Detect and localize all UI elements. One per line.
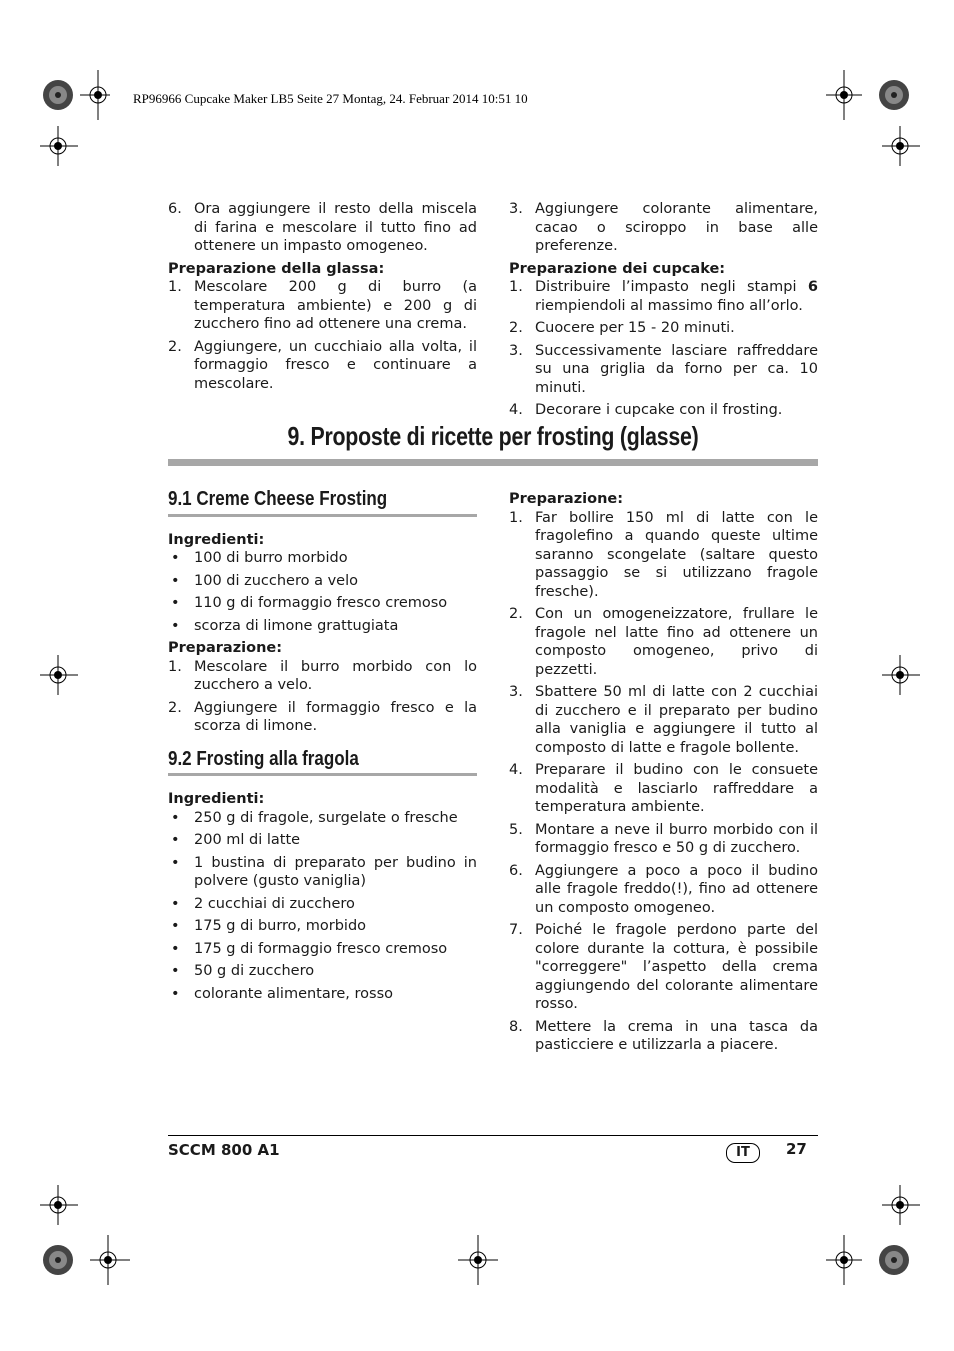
list-item: • 1 bustina di preparato per budino in polvere (gusto vaniglia): [171, 854, 477, 889]
list-item: 2. Aggiungere, un cucchiaio alla volta, il formaggio fresco e continuare a mescolare.: [168, 338, 477, 392]
list-item: • 175 g di burro, morbido: [171, 918, 367, 934]
registration-mark-icon: [34, 1185, 84, 1225]
chapter-title: 9. Proposte di ricette per frosting (glasse): [287, 421, 699, 451]
list-item: 1. Mescolare 200 g di burro (a temperatura ambiente) e 200 g di zucchero fino ad ottenere una crema.: [168, 279, 477, 332]
section-title-9-2: 9.2 Frosting alla fragola: [168, 747, 359, 770]
list-item: 6. Ora aggiungere il resto della miscela di farina e mescolare il tutto fino ad ottenere un impasto omogeneo.: [168, 201, 477, 254]
list-item: 1. Far bollire 150 ml di latte con le fragolefino a quando queste ultime saranno scongelate (saltare questo passaggio se si utilizzano fragole fresche).: [509, 509, 818, 600]
list-item: • 100 di zucchero a velo: [171, 572, 359, 589]
list-item: 7. Poiché le fragole perdono parte del colore durante la cottura, è possibile "correggere" l’aspetto della crema aggiungendo del colorante alimentare rosso.: [509, 922, 818, 1012]
list-item: 4. Preparare il budino con le consuete modalità e lasciarlo raffreddare a temperatura ambiente.: [509, 762, 818, 815]
list-item: • 200 ml di latte: [171, 832, 301, 848]
list-item: 3. Successivamente lasciare raffreddare su una griglia da forno per ca. 10 minuti.: [509, 342, 818, 396]
ingredients-heading: Ingredienti:: [168, 531, 265, 548]
list-item: 6. Aggiungere a poco a poco il budino alle fragole freddo(!), fino ad ottenere un composto omogeneo.: [509, 862, 818, 916]
registration-mark-icon: [456, 1235, 500, 1285]
registration-mark-icon: [876, 126, 926, 166]
list-item: 2. Con un omogeneizzatore, frullare le fragole nel latte fino ad ottenere un composto omogeneo, privo di pezzetti.: [509, 606, 818, 678]
footer-model: SCCM 800 A1: [168, 1141, 280, 1159]
registration-mark-icon: [34, 126, 84, 166]
color-wheel-icon: [826, 1235, 916, 1285]
list-item: • 250 g di fragole, surgelate o fresche: [171, 809, 458, 826]
registration-mark-icon: [876, 1185, 926, 1225]
left-column: [168, 490, 477, 1007]
list-item: 8. Mettere la crema in una tasca da pasticciere e utilizzarla a piacere.: [509, 1018, 818, 1053]
section-title-9-1: 9.1 Creme Cheese Frosting: [168, 488, 388, 510]
list-item: • 100 di burro morbido: [171, 550, 348, 566]
list-item: • colorante alimentare, rosso: [171, 985, 394, 1002]
language-badge: IT: [726, 1143, 760, 1163]
top-left-column: [168, 200, 477, 397]
list-item: • 175 g di formaggio fresco cremoso: [171, 940, 448, 957]
title-divider: [168, 459, 818, 466]
top-right-column: [509, 200, 818, 424]
ingredients-heading: Ingredienti:: [168, 791, 265, 807]
list-item: 4. Decorare i cupcake con il frosting.: [509, 402, 783, 418]
list-item: 3. Sbattere 50 ml di latte con 2 cucchiai di zucchero e il preparato per budino alla vaniglia e aggiungere il tutto al composto di latte e fragole bollente.: [509, 684, 818, 756]
preparation-heading: Preparazione:: [168, 640, 283, 656]
preparation-heading: Preparazione:: [509, 491, 624, 507]
list-item: 1. Mescolare il burro morbido con lo zucchero a velo.: [168, 658, 477, 693]
list-item: • 110 g di formaggio fresco cremoso: [171, 595, 448, 611]
color-wheel-icon: [40, 70, 110, 120]
list-item: 5. Montare a neve il burro morbido con il formaggio fresco e 50 g di zucchero.: [509, 821, 818, 856]
registration-mark-icon: [34, 655, 84, 695]
registration-mark-icon: [876, 655, 926, 695]
page-number: 27: [786, 1140, 807, 1158]
part-reference: 6: [807, 279, 819, 295]
right-column: [509, 490, 818, 1059]
list-item: • 50 g di zucchero: [171, 963, 315, 979]
list-item: 1. Distribuire l’impasto negli stampi 6 riempiendoli al massimo fino all’orlo.: [509, 279, 819, 314]
list-item: • scorza di limone grattugiata: [171, 617, 399, 634]
color-wheel-icon: [826, 70, 916, 120]
cupcake-heading: Preparazione dei cupcake:: [509, 260, 726, 277]
section-divider: [168, 514, 477, 517]
section-divider: [168, 773, 477, 776]
glassa-heading: Preparazione della glassa:: [168, 260, 385, 277]
list-item: 2. Aggiungere il formaggio fresco e la scorza di limone.: [168, 699, 477, 734]
list-item: 2. Cuocere per 15 - 20 minuti.: [509, 320, 735, 336]
footer-divider: [168, 1135, 818, 1136]
list-item: 3. Aggiungere colorante alimentare, cacao o sciroppo in base alle preferenze.: [509, 201, 818, 254]
list-item: • 2 cucchiai di zucchero: [171, 895, 355, 912]
color-wheel-icon: [40, 1235, 170, 1285]
print-slug: RP96966 Cupcake Maker LB5 Seite 27 Montag, 24. Februar 2014 10:51 10: [133, 91, 528, 106]
